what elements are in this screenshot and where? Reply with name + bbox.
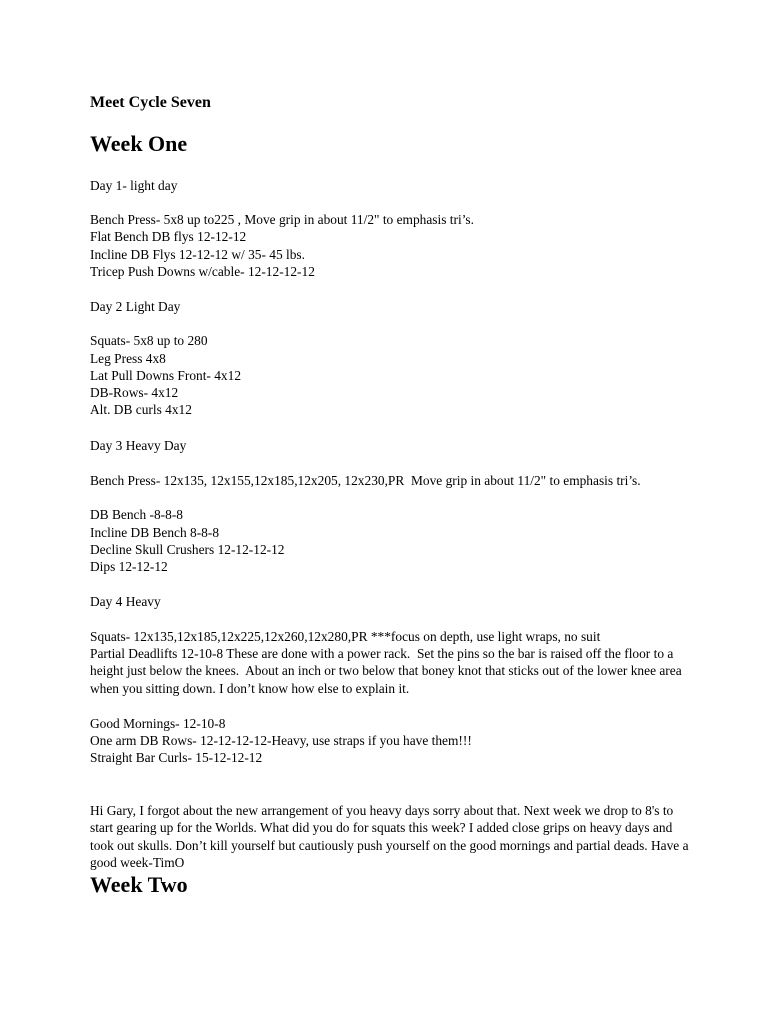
day-2-exercise: Leg Press 4x8 — [90, 351, 166, 366]
day-2-exercise: Lat Pull Downs Front- 4x12 — [90, 368, 242, 383]
document-title: Meet Cycle Seven — [90, 94, 211, 111]
day-3-exercise: Bench Press- 12x135, 12x155,12x185,12x205, 12x230,PR Move grip in about 11/2" to emphasis tri’s. — [90, 473, 641, 488]
day-1-exercise: Incline DB Flys 12-12-12 w/ 35- 45 lbs. — [90, 247, 305, 262]
day-3-heading: Day 3 Heavy Day — [90, 438, 187, 453]
day-4-exercise: Good Mornings- 12-10-8 — [90, 716, 226, 731]
day-2-exercise: Squats- 5x8 up to 280 — [90, 333, 208, 348]
day-4-exercise: One arm DB Rows- 12-12-12-12-Heavy, use straps if you have them!!! — [90, 733, 472, 748]
day-3-exercise: Incline DB Bench 8-8-8 — [90, 525, 220, 540]
day-1-exercise: Tricep Push Downs w/cable- 12-12-12-12 — [90, 264, 315, 279]
day-1-heading: Day 1- light day — [90, 178, 178, 193]
week-one-heading: Week One — [90, 131, 188, 156]
day-1-exercise: Bench Press- 5x8 up to225 , Move grip in about 11/2" to emphasis tri’s. — [90, 212, 474, 227]
day-3-exercise: Decline Skull Crushers 12-12-12-12 — [90, 542, 285, 557]
day-3-exercise: DB Bench -8-8-8 — [90, 507, 183, 522]
day-4-exercise: Straight Bar Curls- 15-12-12-12 — [90, 750, 263, 765]
day-3-exercise: Dips 12-12-12 — [90, 559, 168, 574]
day-2-exercise: Alt. DB curls 4x12 — [90, 402, 192, 417]
week-two-heading: Week Two — [90, 872, 188, 897]
day-2-heading: Day 2 Light Day — [90, 299, 181, 314]
day-1-exercise: Flat Bench DB flys 12-12-12 — [90, 229, 247, 244]
day-2-exercise: DB-Rows- 4x12 — [90, 385, 179, 400]
day-4-exercise: Squats- 12x135,12x185,12x225,12x260,12x280,PR ***focus on depth, use light wraps, no suit — [90, 629, 601, 644]
day-4-heading: Day 4 Heavy — [90, 594, 161, 609]
coach-note: Hi Gary, I forgot about the new arrangement of you heavy days sorry about that. Next week we drop to 8's to start gearing up for the Worlds. What did you do for squats this week? I added close grips on heavy days and took out skulls. Don’t kill yourself but cautiously push yourself on the good mornings and partial deads. Have a good week-TimO — [90, 803, 689, 870]
day-4-exercise: Partial Deadlifts 12-10-8 These are done with a power rack. Set the pins so the bar is raised off the floor to a height just below the knees. About an inch or two below that boney knot that sticks out of the lower knee area when you sitting down. I don’t know how else to explain it. — [90, 646, 686, 696]
